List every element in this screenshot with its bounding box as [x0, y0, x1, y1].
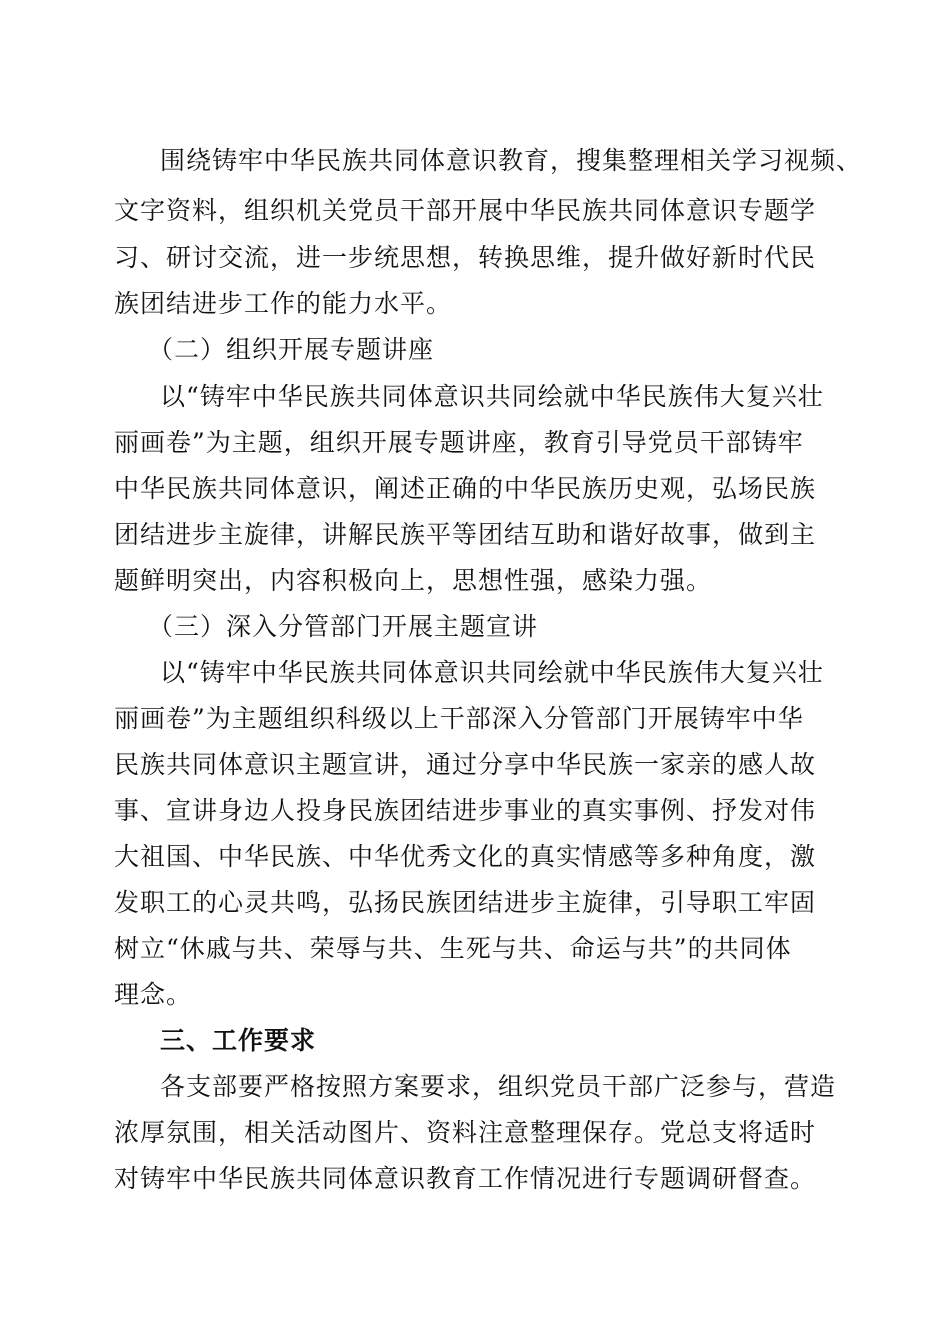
paragraph-line: 民族共同体意识主题宣讲，通过分享中华民族一家亲的感人故 — [114, 750, 817, 779]
paragraph-line: 理念。 — [114, 980, 193, 1009]
paragraph-line: 丽画卷”为主题组织科级以上干部深入分管部门开展铸牢中华 — [114, 704, 804, 733]
subsection-heading-2: （二）组织开展专题讲座 — [148, 335, 435, 364]
paragraph-line: 围绕铸牢中华民族共同体意识教育，搜集整理相关学习视频、 — [160, 146, 863, 175]
paragraph-line: 大祖国、中华民族、中华优秀文化的真实情感等多种角度，激 — [114, 842, 817, 871]
paragraph-line: 族团结进步工作的能力水平。 — [114, 289, 453, 318]
paragraph-line: 以“铸牢中华民族共同体意识共同绘就中华民族伟大复兴壮 — [160, 382, 824, 411]
paragraph-line: 中华民族共同体意识，阐述正确的中华民族历史观，弘场民族 — [114, 474, 817, 503]
paragraph-line: 发职工的心灵共鸣，弘扬民族团结进步主旋律，引导职工牢固 — [114, 888, 817, 917]
paragraph-line: 各支部要严格按照方案要求，组织党员干部广泛参与，营造 — [160, 1072, 837, 1101]
paragraph-line: 对铸牢中华民族共同体意识教育工作情况进行专题调研督查。 — [114, 1164, 817, 1193]
paragraph-line: 丽画卷”为主题，组织开展专题讲座，教育引导党员干部铸牢 — [114, 428, 804, 457]
paragraph-line: 习、研讨交流，进一步统思想，转换思维，提升做好新时代民 — [114, 243, 817, 272]
paragraph-line: 事、宣讲身边人投身民族团结进步事业的真实事例、抒发对伟 — [114, 796, 817, 825]
paragraph-line: 以“铸牢中华民族共同体意识共同绘就中华民族伟大复兴壮 — [160, 658, 824, 687]
paragraph-line: 树立“休戚与共、荣辱与共、生死与共、命运与共”的共同体 — [114, 934, 792, 963]
subsection-heading-3: （三）深入分管部门开展主题宣讲 — [148, 612, 539, 641]
paragraph-line: 文字资料，组织机关党员干部开展中华民族共同体意识专题学 — [114, 196, 817, 225]
section-heading-3: 三、工作要求 — [160, 1026, 317, 1055]
paragraph-line: 团结进步主旋律，讲解民族平等团结互助和谐好故事，做到主 — [114, 520, 817, 549]
paragraph-line: 浓厚氛围，相关活动图片、资料注意整理保存。党总支将适时 — [114, 1118, 817, 1147]
paragraph-line: 题鲜明突出，内容积极向上，思想性强，感染力强。 — [114, 566, 713, 595]
